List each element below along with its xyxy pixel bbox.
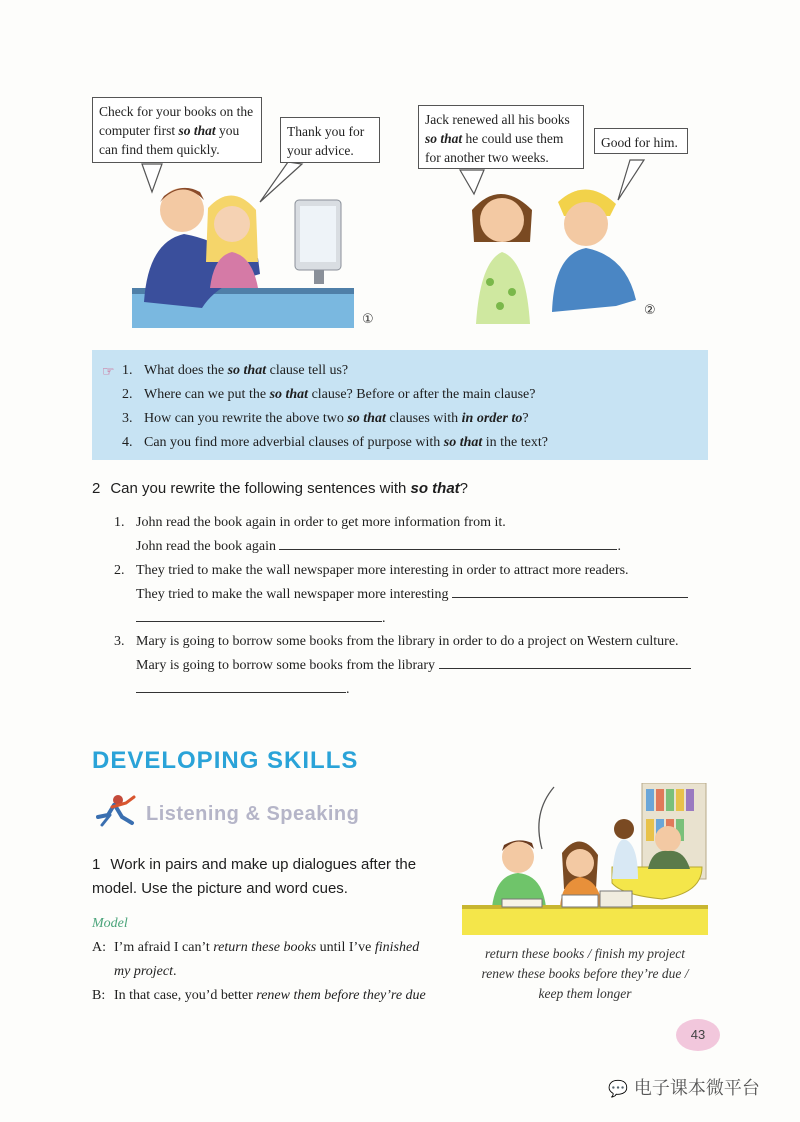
- exercise-2-heading: [92, 480, 468, 497]
- dialogue-line-a-cont: [114, 964, 176, 980]
- scene-number-2: ②: [644, 303, 656, 318]
- answer-blank[interactable]: [136, 690, 346, 693]
- so-that-emphasis: so that: [269, 387, 309, 402]
- heading-text: ?: [459, 480, 469, 497]
- bubble-line: [99, 121, 255, 140]
- sentence-end: .: [346, 682, 350, 697]
- exercise-number: 3.: [114, 634, 125, 649]
- chat-bubble-icon: 💬: [608, 1079, 628, 1098]
- exercise-number: 1.: [114, 515, 125, 530]
- word-cue-line: renew these books before they’re due /: [481, 966, 689, 981]
- question-number: 3.: [122, 411, 133, 426]
- dialogue-line-b: [92, 988, 426, 1004]
- watermark: [608, 1074, 760, 1100]
- cue-emphasis: my project: [114, 964, 173, 979]
- cue-emphasis: renew them before they’re due: [256, 988, 426, 1003]
- task-text: Work in pairs and make up dialogues after the: [110, 856, 417, 873]
- speech-bubble-advice: [92, 97, 262, 163]
- dialogue-line-a: [92, 940, 419, 956]
- bubble-line: [425, 129, 577, 148]
- sentence-text: They tried to make the wall newspaper more interesting in order to attract more readers.: [136, 563, 629, 578]
- bubble-text: computer first: [99, 123, 179, 138]
- speech-bubble-good: [594, 128, 688, 154]
- cue-emphasis: return these books: [213, 940, 317, 955]
- bubble-line: your advice.: [287, 143, 354, 158]
- question-text: Where can we put the: [144, 387, 270, 402]
- speaker-label: B:: [92, 988, 106, 1003]
- question-text: in the text?: [482, 435, 548, 450]
- task-number: 1: [92, 856, 101, 873]
- question-number: 4.: [122, 435, 133, 450]
- cue-emphasis: finished: [374, 940, 420, 955]
- exercise-prompt: [136, 539, 621, 555]
- bubble-line: Thank you for: [287, 124, 365, 139]
- question-text: Can you find more adverbial clauses of purpose with: [144, 435, 444, 450]
- question-number: 1.: [122, 363, 133, 378]
- so-that-emphasis: so that: [178, 123, 216, 138]
- sentence-text: John read the book again in order to get more information from it.: [136, 515, 506, 530]
- bubble-line: Good for him.: [601, 135, 678, 150]
- in-order-to-emphasis: in order to: [461, 411, 523, 426]
- dialogue-text: .: [172, 964, 177, 979]
- question-box: [92, 350, 708, 460]
- exercise-number: 2: [92, 480, 101, 497]
- answer-blank[interactable]: [136, 619, 382, 622]
- answer-blank[interactable]: [452, 595, 688, 598]
- exercise-sentence: [114, 563, 629, 579]
- sentence-text: Mary is going to borrow some books from the library in order to do a project on Western culture.: [136, 634, 679, 649]
- running-person-icon: [92, 793, 140, 829]
- task-1-line: [92, 856, 416, 873]
- bubble-line: can find them quickly.: [99, 142, 220, 157]
- illustration-library-counter: [462, 783, 708, 935]
- word-cue-line: keep them longer: [538, 986, 632, 1001]
- pointing-hand-icon: ☞: [102, 364, 115, 380]
- answer-blank[interactable]: [439, 666, 691, 669]
- word-cue-line: return these books / finish my project: [485, 946, 685, 961]
- question-text: ?: [522, 411, 529, 426]
- bubble-line: Check for your books on the: [99, 104, 254, 119]
- question-item: [122, 407, 529, 431]
- question-number: 2.: [122, 387, 133, 402]
- sentence-end: .: [382, 611, 386, 626]
- question-text: What does the: [144, 363, 228, 378]
- speaker-label: A:: [92, 940, 106, 955]
- so-that-emphasis: so that: [443, 435, 483, 450]
- speech-bubble-thanks: [280, 117, 380, 163]
- task-1-line: model. Use the picture and word cues.: [92, 880, 348, 897]
- scene-number-1: ①: [362, 312, 374, 327]
- so-that-emphasis: so that: [227, 363, 267, 378]
- so-that-emphasis: so that: [347, 411, 386, 426]
- so-that-emphasis: so that: [425, 131, 463, 146]
- dialogue-text: In that case, you’d better: [114, 988, 257, 1003]
- question-text: clauses with: [385, 411, 462, 426]
- question-text: clause tell us?: [266, 363, 349, 378]
- exercise-continuation: [136, 682, 350, 698]
- bubble-text: he could use them: [462, 131, 564, 146]
- bubble-text: you: [215, 123, 240, 138]
- bubble-line: Jack renewed all his books: [425, 112, 570, 127]
- answer-blank[interactable]: [279, 547, 617, 550]
- question-text: How can you rewrite the above two: [144, 411, 348, 426]
- speech-bubble-renewed: [418, 105, 584, 169]
- prompt-text: Mary is going to borrow some books from the library: [136, 658, 436, 673]
- exercise-sentence: [114, 634, 679, 650]
- page-number: 43: [676, 1019, 720, 1051]
- exercise-prompt: [136, 587, 688, 603]
- exercise-continuation: [136, 611, 386, 627]
- dialogue-text: until I’ve: [316, 940, 375, 955]
- sentence-end: .: [617, 539, 621, 554]
- exercise-prompt: [136, 658, 691, 674]
- exercise-sentence: [114, 515, 506, 531]
- watermark-text: 电子课本微平台: [633, 1078, 760, 1099]
- question-item: [122, 383, 535, 407]
- question-text: clause? Before or after the main clause?: [308, 387, 536, 402]
- question-item: [122, 431, 548, 455]
- model-label: Model: [92, 916, 128, 931]
- bubble-line: for another two weeks.: [425, 150, 549, 165]
- developing-skills-title: DEVELOPING SKILLS: [92, 747, 359, 774]
- prompt-text: John read the book again: [136, 539, 276, 554]
- heading-text: Can you rewrite the following sentences with: [110, 480, 411, 497]
- listening-speaking-title: Listening & Speaking: [146, 803, 360, 825]
- exercise-number: 2.: [114, 563, 125, 578]
- so-that-emphasis: so that: [410, 480, 460, 497]
- question-item: [122, 359, 348, 383]
- library-counter-drawing: [462, 783, 708, 935]
- prompt-text: They tried to make the wall newspaper more interesting: [136, 587, 449, 602]
- dialogue-text: I’m afraid I can’t: [114, 940, 214, 955]
